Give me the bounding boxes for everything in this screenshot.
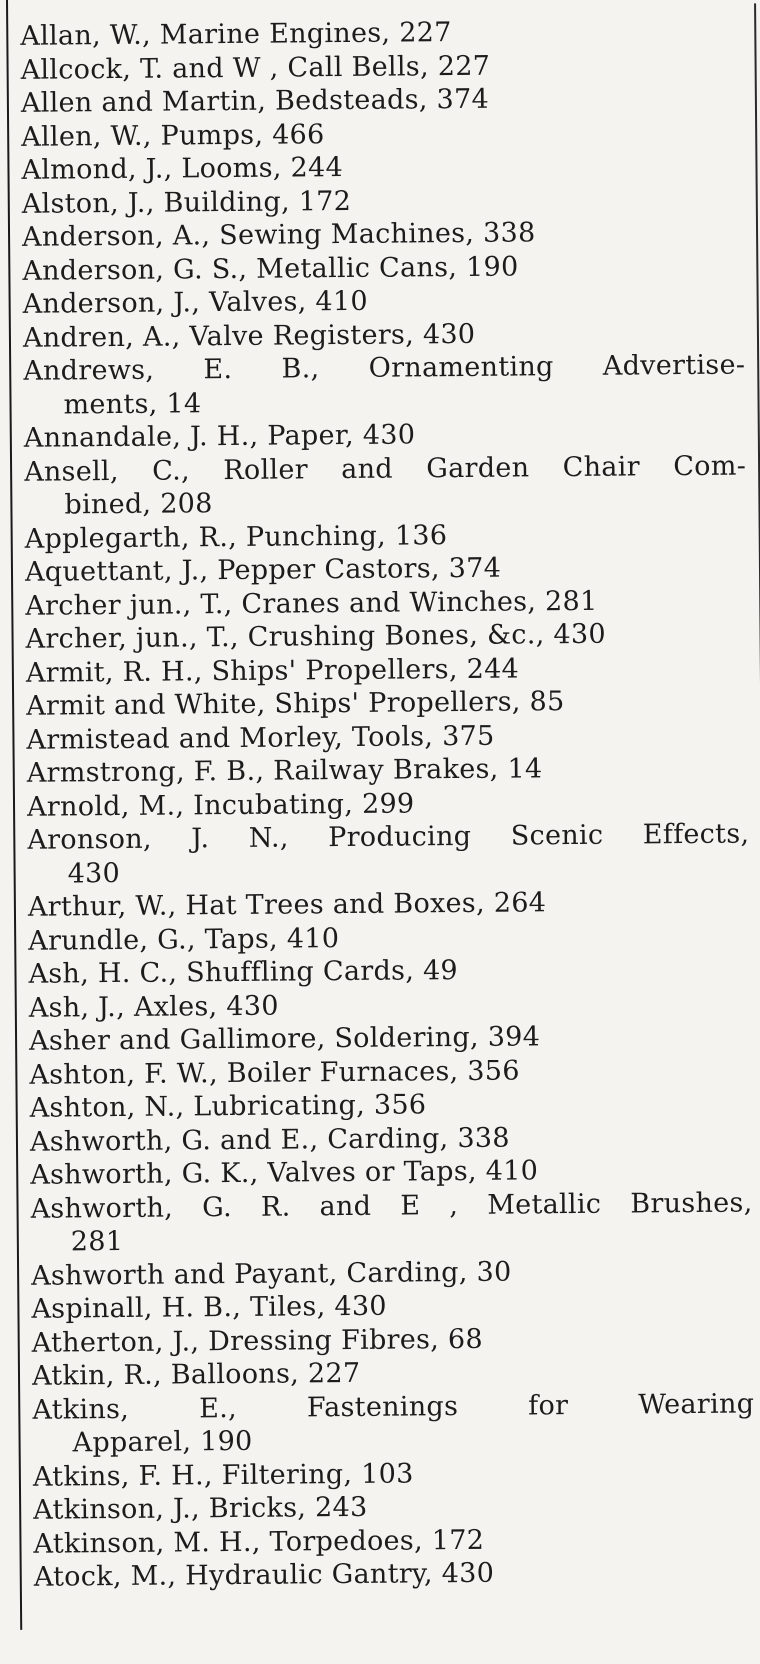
entry-continuation-line: Apparel, 190 — [72, 1425, 253, 1459]
entry-line: Armit and White, Ships' Propellers, 85 — [26, 686, 565, 722]
entry-line: Armit, R. H., Ships' Propellers, 244 — [25, 652, 520, 689]
entry-line: Ash, H. C., Shuffling Cards, 49 — [28, 955, 459, 990]
entry-line: Anderson, J., Valves, 410 — [22, 285, 369, 320]
entry-line: Andrews, E. B., Ornamenting Advertise- — [23, 349, 746, 387]
entry-line: Armistead and Morley, Tools, 375 — [26, 720, 495, 756]
entry-line: Atkinson, J., Bricks, 243 — [33, 1491, 368, 1526]
entry-line: Annandale, J. H., Paper, 430 — [23, 419, 416, 454]
entry-line: Arnold, M., Incubating, 299 — [26, 787, 415, 823]
entry-continuation-line: bined, 208 — [64, 488, 213, 521]
entry-line: Allen, W., Pumps, 466 — [21, 118, 325, 153]
entry-line: Asher and Gallimore, Soldering, 394 — [28, 1021, 541, 1057]
entry-line: Atkin, R., Balloons, 227 — [31, 1357, 361, 1392]
entry-line: Archer jun., T., Cranes and Winches, 281 — [25, 585, 598, 622]
index-entry — [27, 817, 750, 890]
entry-line: Aquettant, J., Pepper Castors, 374 — [24, 552, 502, 588]
index-entry — [32, 1387, 755, 1460]
entry-line: Alston, J., Building, 172 — [21, 185, 352, 220]
index-entry — [24, 449, 747, 522]
entry-line: Atkins, E., Fastenings for Wearing — [32, 1387, 755, 1426]
entry-line: Archer, jun., T., Crushing Bones, &c., 430 — [25, 618, 607, 655]
entry-line: Andren, A., Valve Registers, 430 — [22, 318, 476, 354]
entry-line: Ashworth, G. K., Valves or Taps, 410 — [30, 1155, 539, 1191]
entry-line: Applegarth, R., Punching, 136 — [24, 519, 448, 555]
entry-line: Ashton, N., Lubricating, 356 — [29, 1089, 427, 1124]
entry-line: Ashton, F. W., Boiler Furnaces, 356 — [29, 1055, 520, 1091]
entry-line: Atkins, F. H., Filtering, 103 — [32, 1457, 414, 1493]
entry-line: Aspinall, H. B., Tiles, 430 — [31, 1290, 387, 1325]
entry-line: Allan, W., Marine Engines, 227 — [20, 17, 452, 52]
entry-line: Ashworth and Payant, Carding, 30 — [30, 1256, 512, 1292]
entry-continuation-line: 430 — [67, 857, 121, 889]
entry-line: Ansell, C., Roller and Garden Chair Com- — [23, 450, 747, 488]
entry-line: Ashworth, G. and E., Carding, 338 — [29, 1122, 510, 1158]
entry-line: Arundle, G., Taps, 410 — [28, 922, 340, 957]
entry-line: Allen and Martin, Bedsteads, 374 — [20, 83, 490, 119]
entry-continuation-line: 281 — [70, 1225, 124, 1258]
entry-line: Anderson, G. S., Metallic Cans, 190 — [22, 250, 519, 287]
entry-line: Arthur, W., Hat Trees and Boxes, 264 — [27, 887, 547, 923]
entry-line: Armstrong, F. B., Railway Brakes, 14 — [26, 753, 543, 789]
entry-line: Atherton, J., Dressing Fibres, 68 — [31, 1323, 484, 1359]
entry-line: Ashworth, G. R. and E , Metallic Brushes, — [30, 1186, 753, 1225]
entry-line: Ash, J., Axles, 430 — [28, 990, 279, 1024]
entry-continuation-line: ments, 14 — [63, 387, 202, 420]
entry-line: Atock, M., Hydraulic Gantry, 430 — [33, 1557, 495, 1593]
index-entry — [23, 349, 746, 422]
entry-line: Atkinson, M. H., Torpedoes, 172 — [33, 1524, 485, 1560]
entry-line: Almond, J., Looms, 244 — [21, 152, 344, 186]
column-rule-right — [754, 3, 760, 1643]
entry-line: Aronson, J. N., Producing Scenic Effects, — [27, 818, 750, 856]
index-entry — [34, 1554, 756, 1594]
column-rule-left — [6, 0, 22, 1630]
index-entry — [30, 1186, 753, 1259]
entry-line: Allcock, T. and W , Call Bells, 227 — [20, 50, 491, 86]
entry-line: Anderson, A., Sewing Machines, 338 — [21, 217, 536, 253]
index-list — [20, 14, 756, 1595]
